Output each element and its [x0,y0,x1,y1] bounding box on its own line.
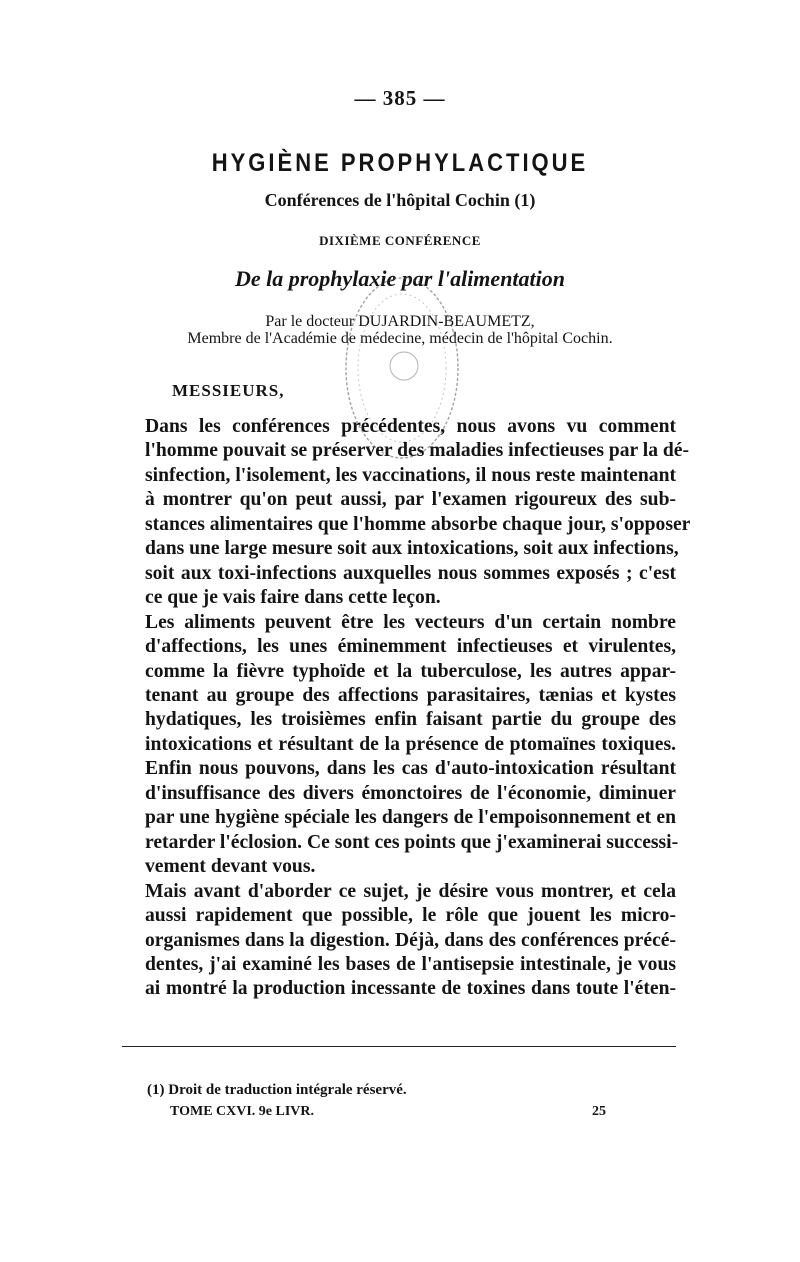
paragraph [122,415,691,611]
text-line: comme la fièvre typhoïde et la tuberculose, les autres appar- [145,660,676,682]
text-line: ce que je vais faire dans cette leçon. [145,587,441,609]
text-line: intoxications et résultant de la présence de ptomaïnes toxiques. [145,733,676,755]
text-line: vement devant vous. [145,856,316,878]
author-line: Par le docteur DUJARDIN-BEAUMETZ, [265,313,535,330]
text-line: d'insuffisance des divers émonctoires de l'économie, diminuer [145,782,676,804]
paragraph [122,880,676,1002]
text-line: l'homme pouvait se préserver des maladies infectieuses par la dé- [145,440,690,462]
text-line: par une hygiène spéciale les dangers de l'empoisonnement et en [145,807,676,829]
lecture-title: De la prophylaxie par l'alimentation [234,266,565,291]
footnote-divider [122,1046,676,1047]
text-line: soit aux toxi-infections auxquelles nous sommes exposés ; c'est [145,562,676,584]
text-line: Les aliments peuvent être les vecteurs d'un certain nombre [145,611,676,633]
text-line: dans une large mesure soit aux intoxications, soit aux infections, [145,538,679,560]
volume-signature: TOME CXVI. 9e LIVR. [170,1104,315,1119]
series-title: Conférences de l'hôpital Cochin (1) [264,190,536,210]
text-line: Mais avant d'aborder ce sujet, je désire vous montrer, et cela [145,880,676,902]
text-line: sinfection, l'isolement, les vaccinations, il nous reste maintenant [145,464,676,486]
text-line: retarder l'éclosion. Ce sont ces points que j'examinerai successi- [145,831,679,853]
text-line: organismes dans la digestion. Déjà, dans des conférences précé- [145,929,676,951]
lecture-number: DIXIÈME CONFÉRENCE [319,233,481,248]
text-line: à montrer qu'on peut aussi, par l'examen rigoureux des sub- [145,489,676,511]
text-line: d'affections, les unes éminemment infectieuses et virulentes, [145,636,676,658]
page-number: — 385 — [354,86,446,110]
section-title: HYGIÈNE PROPHYLACTIQUE [211,148,589,177]
text-line: aussi rapidement que possible, le rôle que jouent les micro- [145,905,676,927]
signature-mark [170,1104,606,1120]
text-line: Enfin nous pouvons, dans les cas d'auto-intoxication résultant [145,758,676,780]
salutation: MESSIEURS, [172,381,285,400]
text-line: dentes, j'ai examiné les bases de l'antisepsie intestinale, je vous [145,953,676,975]
footnote: (1) Droit de traduction intégrale réservé. [147,1082,407,1098]
text-line: hydatiques, les troisièmes enfin faisant partie du groupe des [145,709,676,731]
text-line: tenant au groupe des affections parasitaires, tænias et kystes [145,684,676,706]
text-line: ai montré la production incessante de toxines dans toute l'éten- [145,978,676,1000]
body-text [122,415,691,1002]
text-line: stances alimentaires que l'homme absorbe chaque jour, s'opposer [145,513,691,535]
author-affiliation: Membre de l'Académie de médecine, médecin de l'hôpital Cochin. [187,330,613,347]
paragraph [122,611,679,880]
gathering-number: 25 [592,1104,606,1119]
text-line: Dans les conférences précédentes, nous avons vu comment [145,416,676,437]
